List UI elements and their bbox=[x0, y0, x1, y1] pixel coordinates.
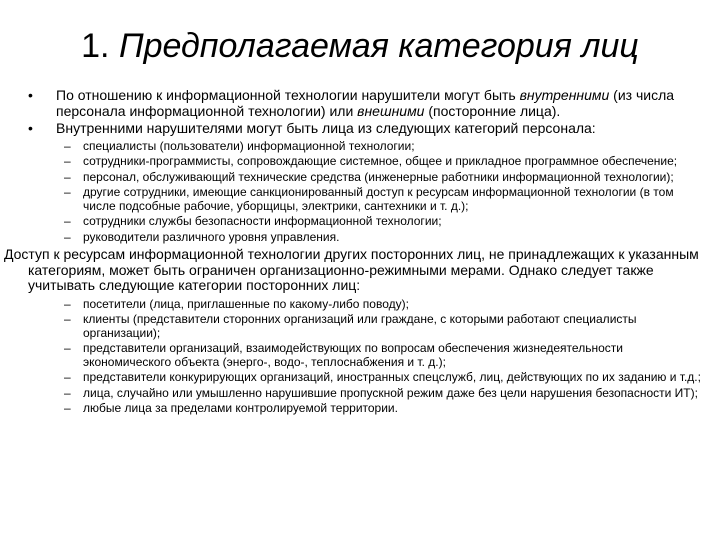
dash-mark: – bbox=[64, 370, 71, 384]
internal-categories-list bbox=[28, 140, 704, 245]
external-category-item bbox=[28, 402, 704, 416]
internal-category-item-text: другие сотрудники, имеющие санкционированный доступ к ресурсам информационной технологии (в том числе подсобные рабочие, уборщицы, электрики, сантехники и т. д.); bbox=[83, 185, 674, 213]
external-category-item-text: представители организаций, взаимодействующих по вопросам обеспечения жизнедеятельности экономического объекта (энерго-, водо-, теплоснабжения и т. д.); bbox=[83, 341, 623, 369]
bullet-text: (посторонние лица). bbox=[424, 102, 561, 119]
title-text: Предполагаемая категория лиц bbox=[118, 27, 639, 65]
bullet-mark: • bbox=[28, 87, 33, 103]
external-category-item-text: представители конкурирующих организаций, иностранных спецслужб, лиц, действующих по их заданию и т.д.; bbox=[83, 370, 701, 384]
bullet-text: По отношению к информационной технологии нарушители могут быть bbox=[56, 87, 520, 103]
internal-category-item bbox=[28, 171, 704, 185]
bullet-text: Внутренними нарушителями могут быть лица из следующих категорий персонала: bbox=[56, 120, 596, 136]
bullet-text: (из числа персонала информационной технологии) или bbox=[56, 87, 675, 119]
internal-category-item bbox=[28, 186, 704, 213]
bullet-item bbox=[28, 121, 704, 137]
dash-mark: – bbox=[64, 229, 71, 244]
dash-mark: – bbox=[64, 341, 71, 355]
external-categories-list bbox=[28, 298, 704, 416]
bullet-item bbox=[28, 88, 704, 119]
bullet-emphasis: внутренними bbox=[519, 87, 610, 103]
slide-title bbox=[0, 26, 720, 66]
dash-mark: – bbox=[64, 296, 71, 311]
external-category-item bbox=[28, 342, 704, 369]
bullet-mark: • bbox=[28, 120, 33, 136]
internal-category-item-text: специалисты (пользователи) информационной технологии; bbox=[83, 138, 415, 153]
outsiders-paragraph: Доступ к ресурсам информационной технологии других посторонних лиц, не принадлежащих к указанным категориям, может быть ограничен организационно-режимными мерами. Однако следует также учитывать следующие категории посторонних лиц: bbox=[4, 246, 699, 293]
bullet-emphasis: внешними bbox=[357, 102, 425, 119]
external-category-item-text: посетители (лица, приглашенные по какому-либо поводу); bbox=[83, 296, 409, 311]
external-category-item bbox=[28, 387, 704, 401]
title-number: 1. bbox=[81, 27, 110, 65]
internal-category-item-text: персонал, обслуживающий технические средства (инженерные работники информационной технологии); bbox=[83, 169, 674, 184]
external-category-item-text: любые лица за пределами контролируемой территории. bbox=[83, 401, 398, 415]
external-category-item bbox=[28, 313, 704, 340]
dash-mark: – bbox=[64, 401, 71, 415]
dash-mark: – bbox=[64, 169, 71, 184]
internal-category-item bbox=[28, 140, 704, 154]
external-category-item-text: клиенты (представители сторонних организаций или граждане, с которыми работают специалисты организации); bbox=[83, 312, 637, 340]
internal-category-item bbox=[28, 231, 704, 245]
internal-category-item bbox=[28, 215, 704, 229]
external-category-item-text: лица, случайно или умышленно нарушившие пропускной режим даже без цели нарушения безопасности ИТ); bbox=[83, 385, 698, 400]
internal-category-item-text: сотрудники службы безопасности информационной технологии; bbox=[83, 214, 442, 228]
dash-mark: – bbox=[64, 185, 71, 199]
internal-category-item-text: руководители различного уровня управления. bbox=[83, 229, 340, 244]
dash-mark: – bbox=[64, 154, 71, 168]
internal-category-item-text: сотрудники-программисты, сопровождающие системное, общее и прикладное программное обеспечение; bbox=[83, 154, 678, 168]
bullet-list bbox=[28, 88, 704, 137]
external-category-item bbox=[28, 371, 704, 385]
internal-category-item bbox=[28, 155, 704, 169]
slide-content bbox=[4, 87, 704, 419]
dash-mark: – bbox=[64, 138, 71, 153]
dash-mark: – bbox=[64, 214, 71, 228]
external-category-item bbox=[28, 298, 704, 312]
dash-mark: – bbox=[64, 312, 71, 326]
dash-mark: – bbox=[64, 385, 71, 400]
